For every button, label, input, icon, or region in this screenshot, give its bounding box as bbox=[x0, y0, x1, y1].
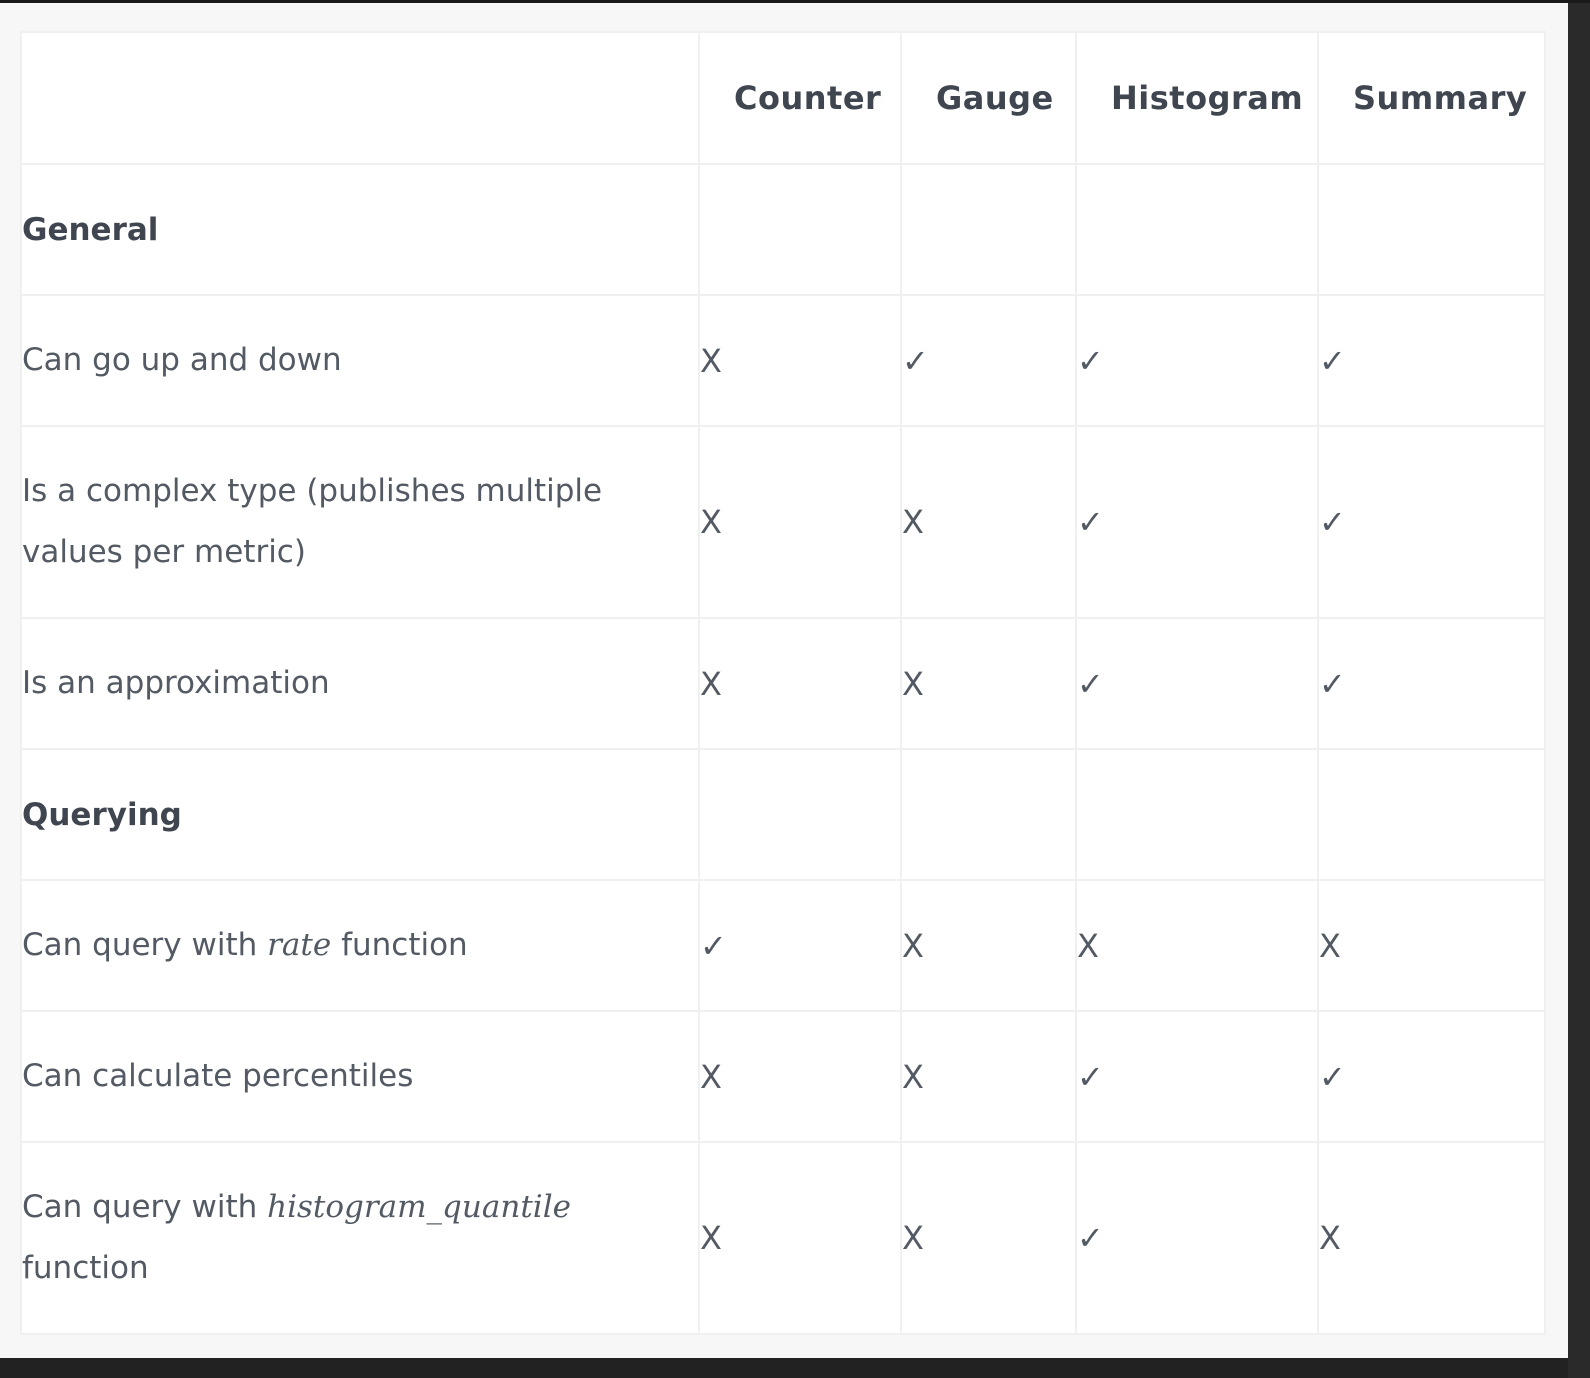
empty-cell bbox=[901, 164, 1076, 295]
table-row bbox=[21, 295, 1545, 426]
value-cell-gauge bbox=[901, 880, 1076, 1011]
x-mark-icon: X bbox=[902, 1057, 924, 1096]
value-cell-summary bbox=[1318, 1011, 1545, 1142]
x-mark-icon: X bbox=[902, 664, 924, 703]
content-panel bbox=[0, 3, 1568, 1358]
column-header-counter: Counter bbox=[699, 32, 901, 164]
section-row-querying bbox=[21, 749, 1545, 880]
x-mark-icon: X bbox=[1077, 926, 1099, 965]
value-cell-gauge bbox=[901, 1142, 1076, 1334]
row-label-approximation: Is an approximation bbox=[21, 618, 699, 749]
check-mark-icon: ✓ bbox=[1077, 503, 1104, 541]
table-row bbox=[21, 1011, 1545, 1142]
value-cell-histogram bbox=[1076, 1011, 1318, 1142]
value-cell-histogram bbox=[1076, 426, 1318, 618]
metric-types-comparison-table bbox=[20, 31, 1546, 1335]
row-label-complex-type: Is a complex type (publishes multiple values per metric) bbox=[21, 426, 699, 618]
value-cell-gauge bbox=[901, 1011, 1076, 1142]
value-cell-gauge bbox=[901, 618, 1076, 749]
table-body bbox=[21, 164, 1545, 1334]
check-mark-icon: ✓ bbox=[1319, 503, 1346, 541]
x-mark-icon: X bbox=[1319, 926, 1341, 965]
row-label-percentiles: Can calculate percentiles bbox=[21, 1011, 699, 1142]
check-mark-icon: ✓ bbox=[902, 341, 929, 380]
row-label-suffix: function bbox=[22, 1250, 149, 1286]
empty-cell bbox=[901, 749, 1076, 880]
value-cell-counter bbox=[699, 1011, 901, 1142]
row-label-histogram-quantile bbox=[21, 1142, 699, 1334]
check-mark-icon: ✓ bbox=[1319, 664, 1346, 703]
row-label-suffix: function bbox=[331, 927, 468, 963]
check-mark-icon: ✓ bbox=[1319, 341, 1346, 380]
value-cell-summary bbox=[1318, 426, 1545, 618]
check-mark-icon: ✓ bbox=[1077, 664, 1104, 703]
value-cell-counter bbox=[699, 426, 901, 618]
empty-cell bbox=[699, 164, 901, 295]
row-label-prefix: Can query with bbox=[22, 1189, 268, 1225]
function-name: histogram_quantile bbox=[267, 1189, 571, 1225]
column-header-gauge: Gauge bbox=[901, 32, 1076, 164]
table-row bbox=[21, 1142, 1545, 1334]
x-mark-icon: X bbox=[700, 664, 722, 703]
section-row-general bbox=[21, 164, 1545, 295]
value-cell-counter bbox=[699, 618, 901, 749]
x-mark-icon: X bbox=[700, 1219, 722, 1257]
window-edge-bottom bbox=[0, 1358, 1568, 1378]
table-row bbox=[21, 426, 1545, 618]
value-cell-summary bbox=[1318, 618, 1545, 749]
check-mark-icon: ✓ bbox=[1319, 1057, 1346, 1096]
empty-cell bbox=[699, 749, 901, 880]
row-label-rate-function bbox=[21, 880, 699, 1011]
value-cell-summary bbox=[1318, 295, 1545, 426]
value-cell-histogram bbox=[1076, 1142, 1318, 1334]
check-mark-icon: ✓ bbox=[1077, 1057, 1104, 1096]
section-title-general: General bbox=[21, 164, 699, 295]
check-mark-icon: ✓ bbox=[700, 926, 727, 965]
header-corner-cell bbox=[21, 32, 699, 164]
column-header-histogram: Histogram bbox=[1076, 32, 1318, 164]
value-cell-histogram bbox=[1076, 880, 1318, 1011]
value-cell-summary bbox=[1318, 880, 1545, 1011]
check-mark-icon: ✓ bbox=[1077, 341, 1104, 380]
check-mark-icon: ✓ bbox=[1077, 1219, 1104, 1257]
x-mark-icon: X bbox=[700, 1057, 722, 1096]
header-row bbox=[21, 32, 1545, 164]
table-header bbox=[21, 32, 1545, 164]
value-cell-gauge bbox=[901, 295, 1076, 426]
value-cell-gauge bbox=[901, 426, 1076, 618]
x-mark-icon: X bbox=[902, 926, 924, 965]
x-mark-icon: X bbox=[1319, 1219, 1341, 1257]
empty-cell bbox=[1076, 164, 1318, 295]
value-cell-counter bbox=[699, 880, 901, 1011]
empty-cell bbox=[1076, 749, 1318, 880]
empty-cell bbox=[1318, 749, 1545, 880]
table-row bbox=[21, 618, 1545, 749]
value-cell-summary bbox=[1318, 1142, 1545, 1334]
column-header-summary: Summary bbox=[1318, 32, 1545, 164]
value-cell-counter bbox=[699, 295, 901, 426]
row-label-prefix: Can query with bbox=[22, 927, 268, 963]
window-edge-right bbox=[1568, 3, 1590, 1378]
table-row bbox=[21, 880, 1545, 1011]
function-name: rate bbox=[267, 927, 332, 963]
value-cell-histogram bbox=[1076, 295, 1318, 426]
x-mark-icon: X bbox=[700, 503, 722, 541]
value-cell-histogram bbox=[1076, 618, 1318, 749]
x-mark-icon: X bbox=[700, 341, 722, 380]
value-cell-counter bbox=[699, 1142, 901, 1334]
x-mark-icon: X bbox=[902, 1219, 924, 1257]
x-mark-icon: X bbox=[902, 503, 924, 541]
section-title-querying: Querying bbox=[21, 749, 699, 880]
empty-cell bbox=[1318, 164, 1545, 295]
row-label-go-up-down: Can go up and down bbox=[21, 295, 699, 426]
